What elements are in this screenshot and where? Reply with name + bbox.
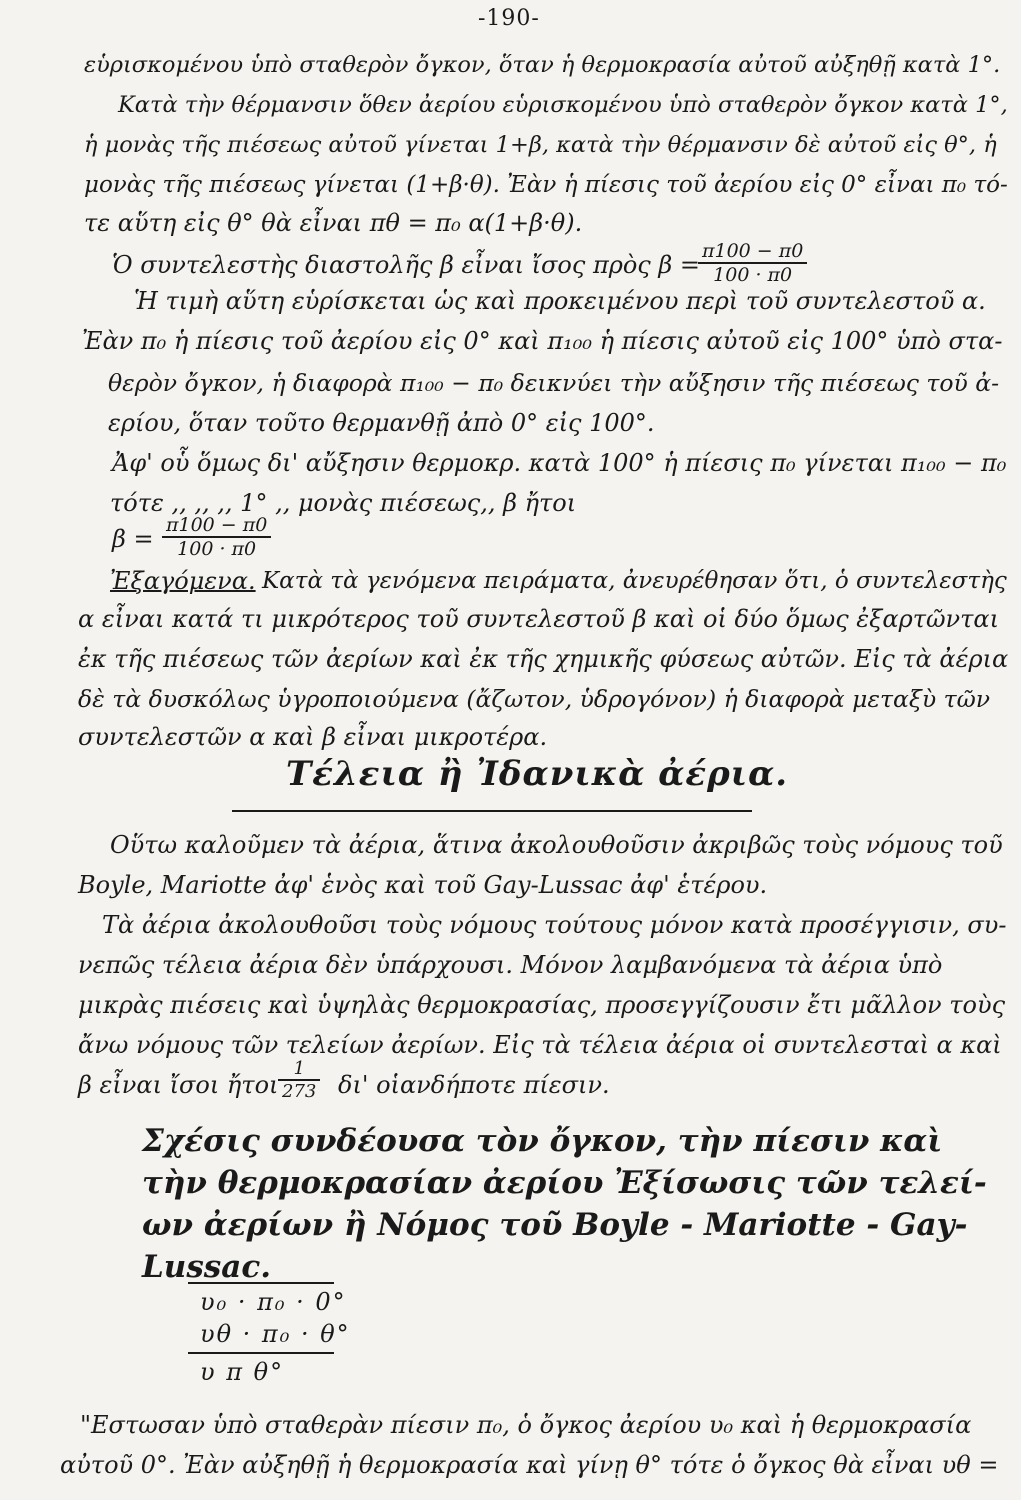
beta-fraction xyxy=(698,240,807,286)
text-line: β = xyxy=(112,525,154,553)
text-line: Ὁ συντελεστὴς διαστολῆς β εἶναι ἴσος πρὸς β = xyxy=(112,251,700,279)
heading-underline xyxy=(232,810,752,812)
page-number: -190- xyxy=(478,6,540,31)
beta-formula-fraction xyxy=(162,514,271,560)
subsection-heading-line: τὴν θερμοκρασίαν ἀερίου Ἐξίσωσις τῶν τελεί- xyxy=(142,1165,987,1201)
text-line: Ἐὰν π₀ ἡ πίεσις τοῦ ἀερίου εἰς 0° καὶ π₁₀₀ ἡ πίεσις αὐτοῦ εἰς 100° ὑπὸ στα- xyxy=(82,327,1003,355)
text-line: α εἶναι κατά τι μικρότερος τοῦ συντελεστοῦ β καὶ οἱ δύο ὅμως ἐξαρτῶνται xyxy=(78,605,1000,633)
text-line: Ἡ τιμὴ αὕτη εὑρίσκεται ὡς καὶ προκειμένου περὶ τοῦ συντελεστοῦ α. xyxy=(134,287,986,315)
text-line: Οὕτω καλοῦμεν τὰ ἀέρια, ἅτινα ἀκολουθοῦσιν ἀκριβῶς τοὺς νόμους τοῦ xyxy=(110,831,1003,859)
text-line: θερὸν ὄγκον, ἡ διαφορὰ π₁₀₀ − π₀ δεικνύει τὴν αὔξησιν τῆς πιέσεως τοῦ ἀ- xyxy=(108,369,1000,397)
text-line: ερίου, ὅταν τοῦτο θερμανθῇ ἀπὸ 0° εἰς 100°. xyxy=(108,409,655,437)
text-line: νεπῶς τέλεια ἀέρια δὲν ὑπάρχουσι. Μόνον λαμβανόμενα τὰ ἀέρια ὑπὸ xyxy=(78,951,943,979)
fraction-denominator: 100 · π0 xyxy=(177,538,257,560)
state-row-final: υ π θ° xyxy=(200,1358,285,1386)
text-line: δὲ τὰ δυσκόλως ὑγροποιούμενα (ἄζωτον, ὑδρογόνον) ἡ διαφορὰ μεταξὺ τῶν xyxy=(78,685,991,713)
text-line: αὐτοῦ 0°. Ἐὰν αὐξηθῇ ἡ θερμοκρασία καὶ γίνῃ θ° τότε ὁ ὄγκος θὰ εἶναι υθ = xyxy=(60,1451,999,1479)
table-divider xyxy=(188,1282,334,1284)
text-line: Ἀφ' οὗ ὅμως δι' αὔξησιν θερμοκρ. κατὰ 100° ἡ πίεσις π₀ γίνεται π₁₀₀ − π₀ xyxy=(112,449,1007,477)
subsection-heading-line: Σχέσις συνδέουσα τὸν ὄγκον, τὴν πίεσιν καὶ xyxy=(142,1123,943,1159)
text-line: Κατὰ τὰ γενόμενα πειράματα, ἀνευρέθησαν ὅτι, ὁ συντελεστὴς xyxy=(262,568,1007,594)
text-line: μικρὰς πιέσεις καὶ ὑψηλὰς θερμοκρασίας, προσεγγίζουσιν ἔτι μᾶλλον τοὺς xyxy=(78,991,1006,1019)
fraction-numerator: π100 − π0 xyxy=(698,240,807,264)
text-line: μονὰς τῆς πιέσεως γίνεται (1+β·θ). Ἐὰν ἡ πίεσις τοῦ ἀερίου εἰς 0° εἶναι π₀ τό- xyxy=(84,172,1008,198)
subsection-heading-line: Lussac. xyxy=(142,1249,271,1285)
text-line: ἡ μονὰς τῆς πιέσεως αὐτοῦ γίνεται 1+β, κατὰ τὴν θέρμανσιν δὲ αὐτοῦ εἰς θ°, ἡ xyxy=(84,132,997,158)
section-heading: Τέλεια ἢ Ἰδανικὰ ἀέρια. xyxy=(286,754,789,794)
fraction-numerator: 1 xyxy=(278,1058,320,1081)
text-line: τότε ,, ,, ,, 1° ,, μονὰς πιέσεως,, β ἤτοι xyxy=(110,489,577,517)
text-line: Boyle, Mariotte ἀφ' ἑνὸς καὶ τοῦ Gay-Lussac ἀφ' ἑτέρου. xyxy=(78,871,768,899)
text-line: συντελεστῶν α καὶ β εἶναι μικροτέρα. xyxy=(78,723,548,751)
state-row-initial: υ₀ · π₀ · 0° xyxy=(200,1288,347,1316)
table-divider xyxy=(188,1352,334,1354)
state-row-intermediate: υθ · π₀ · θ° xyxy=(200,1320,351,1348)
text-line: δι' οἱανδήποτε πίεσιν. xyxy=(338,1071,610,1099)
fraction-denominator: 100 · π0 xyxy=(713,264,793,286)
text-line: ἄνω νόμους τῶν τελείων ἀερίων. Εἰς τὰ τέλεια ἀέρια οἱ συντελεσταὶ α καὶ xyxy=(78,1031,1002,1059)
fraction-denominator: 273 xyxy=(282,1081,317,1102)
text-line: β εἶναι ἴσοι ἤτοι xyxy=(78,1071,279,1099)
text-line: τε αὕτη εἰς θ° θὰ εἶναι πθ = π₀ α(1+β·θ). xyxy=(84,209,583,237)
text-line: Τὰ ἀέρια ἀκολουθοῦσι τοὺς νόμους τούτους μόνον κατὰ προσέγγισιν, συ- xyxy=(102,911,1007,939)
text-line: εὑρισκομένου ὑπὸ σταθερὸν ὄγκον, ὅταν ἡ θερμοκρασία αὐτοῦ αὐξηθῇ κατὰ 1°. xyxy=(84,52,1001,78)
fraction-numerator: π100 − π0 xyxy=(162,514,271,538)
subsection-heading-line: ων ἀερίων ἢ Νόμος τοῦ Boyle - Mariotte - Gay- xyxy=(142,1207,968,1243)
conclusions-label: Ἐξαγόμενα. xyxy=(110,567,256,595)
text-line: Κατὰ τὴν θέρμανσιν ὅθεν ἀερίου εὑρισκομένου ὑπὸ σταθερὸν ὄγκον κατὰ 1°, xyxy=(118,92,1008,118)
text-line: ἐκ τῆς πιέσεως τῶν ἀερίων καὶ ἐκ τῆς χημικῆς φύσεως αὐτῶν. Εἰς τὰ ἀέρια xyxy=(78,645,1009,673)
alpha-fraction xyxy=(278,1058,320,1102)
text-line: "Εστωσαν ὑπὸ σταθερὰν πίεσιν π₀, ὁ ὄγκος ἀερίου υ₀ καὶ ἡ θερμοκρασία xyxy=(80,1411,972,1439)
